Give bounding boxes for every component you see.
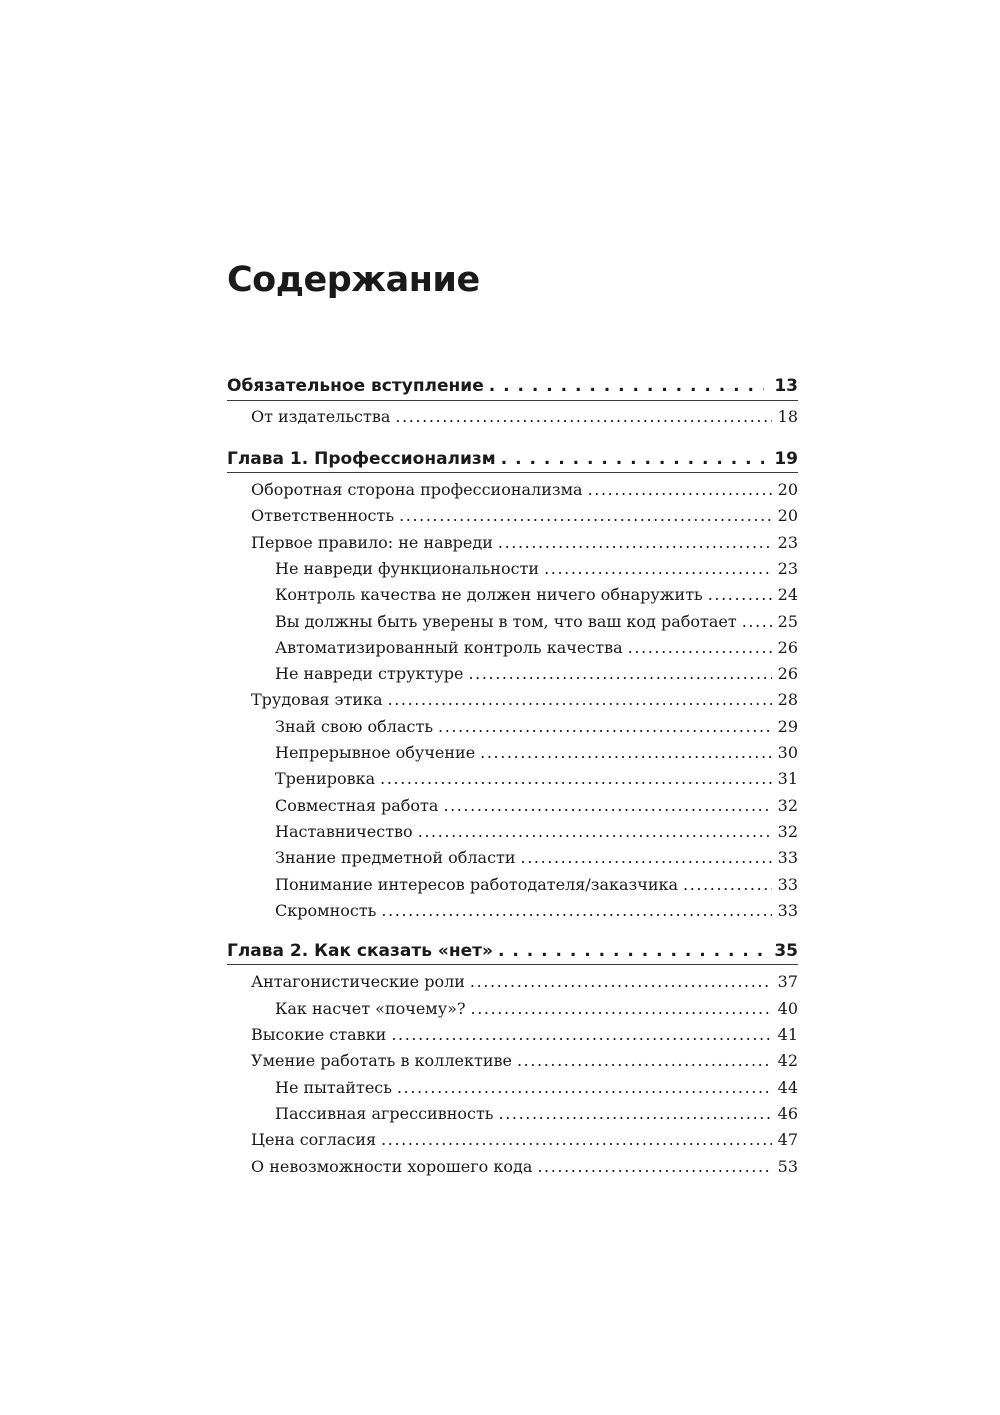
toc-entry[interactable] xyxy=(227,609,798,635)
dot-leader xyxy=(418,819,772,845)
dot-leader xyxy=(388,687,772,713)
toc-page-number: 28 xyxy=(777,690,798,709)
toc-entry-title: Знай свою область xyxy=(275,717,434,736)
toc-page-number: 32 xyxy=(777,796,798,815)
toc-page-number: 26 xyxy=(777,664,798,683)
toc-entry-title: Автоматизированный контроль качества xyxy=(275,638,623,657)
toc-entry-title: Первое правило: не навреди xyxy=(251,533,493,552)
toc-entry[interactable] xyxy=(227,582,798,608)
toc-page-number: 47 xyxy=(777,1130,798,1149)
toc-page-number: 31 xyxy=(777,769,798,788)
toc-page-number: 24 xyxy=(777,585,798,604)
toc-entry[interactable] xyxy=(227,793,798,819)
toc-entry[interactable] xyxy=(227,766,798,792)
dot-leader xyxy=(498,938,764,964)
toc-chapter[interactable] xyxy=(227,938,798,964)
toc-entry-title: Обязательное вступление xyxy=(227,376,484,396)
toc-entry-title: Тренировка xyxy=(275,769,376,788)
toc-page-number: 13 xyxy=(774,376,798,396)
dot-leader xyxy=(499,1101,772,1127)
page-title: Содержание xyxy=(227,260,480,300)
toc-entry-title: Ответственность xyxy=(251,506,395,525)
toc-page-number: 19 xyxy=(774,449,798,469)
dot-leader xyxy=(683,872,772,898)
toc-entry[interactable] xyxy=(227,740,798,766)
dot-leader xyxy=(521,845,772,871)
toc-entry[interactable] xyxy=(227,556,798,582)
dot-leader xyxy=(501,446,764,472)
toc-entry[interactable] xyxy=(227,969,798,995)
toc-entry-title: Скромность xyxy=(275,901,377,920)
dot-leader xyxy=(380,766,772,792)
toc-entry-title: От издательства xyxy=(251,407,391,426)
toc-entry[interactable] xyxy=(227,530,798,556)
toc-chapter[interactable] xyxy=(227,446,798,472)
toc-page-number: 37 xyxy=(777,972,798,991)
toc-entry[interactable] xyxy=(227,996,798,1022)
toc-entry[interactable] xyxy=(227,714,798,740)
dot-leader xyxy=(498,530,772,556)
toc-entry-title: Оборотная сторона профессионализма xyxy=(251,480,583,499)
dot-leader xyxy=(468,661,771,687)
toc-entry-title: Глава 2. Как сказать «нет» xyxy=(227,941,493,961)
toc-entry[interactable] xyxy=(227,872,798,898)
toc-entry[interactable] xyxy=(227,819,798,845)
toc-entry-title: Умение работать в коллективе xyxy=(251,1051,512,1070)
toc-chapter[interactable] xyxy=(227,373,798,399)
toc-page-number: 23 xyxy=(777,533,798,552)
dot-leader xyxy=(395,404,771,430)
chapter-divider xyxy=(227,400,798,401)
toc-page-number: 20 xyxy=(777,506,798,525)
toc-entry-title: Не навреди структуре xyxy=(275,664,464,683)
toc-page-number: 40 xyxy=(777,999,798,1018)
toc-entry[interactable] xyxy=(227,1127,798,1153)
dot-leader xyxy=(381,1127,772,1153)
toc-entry-title: Высокие ставки xyxy=(251,1025,387,1044)
toc-entry[interactable] xyxy=(227,1075,798,1101)
toc-entry[interactable] xyxy=(227,477,798,503)
dot-leader xyxy=(480,740,771,766)
toc-entry-title: Понимание интересов работодателя/заказчика xyxy=(275,875,679,894)
toc-entry[interactable] xyxy=(227,845,798,871)
toc-entry-title: Трудовая этика xyxy=(251,690,383,709)
toc-entry[interactable] xyxy=(227,635,798,661)
dot-leader xyxy=(537,1154,771,1180)
toc-entry-title: Непрерывное обучение xyxy=(275,743,476,762)
toc-page-number: 26 xyxy=(777,638,798,657)
toc-entry[interactable] xyxy=(227,898,798,924)
dot-leader xyxy=(397,1075,772,1101)
toc-page-number: 44 xyxy=(777,1078,798,1097)
toc-entry-title: Совместная работа xyxy=(275,796,439,815)
toc-entry[interactable] xyxy=(227,1154,798,1180)
toc-page-number: 33 xyxy=(777,875,798,894)
toc-entry-title: Контроль качества не должен ничего обнаружить xyxy=(275,585,703,604)
toc-entry[interactable] xyxy=(227,404,798,430)
dot-leader xyxy=(470,969,772,995)
toc-entry-title: Глава 1. Профессионализм xyxy=(227,449,496,469)
dot-leader xyxy=(517,1048,772,1074)
dot-leader xyxy=(742,609,772,635)
toc-page-number: 33 xyxy=(777,901,798,920)
table-of-contents xyxy=(227,0,798,1415)
dot-leader xyxy=(544,556,772,582)
dot-leader xyxy=(628,635,772,661)
toc-entry[interactable] xyxy=(227,1101,798,1127)
toc-page-number: 46 xyxy=(777,1104,798,1123)
toc-entry-title: Как насчет «почему»? xyxy=(275,999,466,1018)
toc-entry[interactable] xyxy=(227,503,798,529)
dot-leader xyxy=(489,373,764,399)
toc-page-number: 25 xyxy=(777,612,798,631)
toc-page-number: 18 xyxy=(777,407,798,426)
toc-entry-title: Цена согласия xyxy=(251,1130,377,1149)
toc-entry[interactable] xyxy=(227,1048,798,1074)
chapter-divider xyxy=(227,472,798,473)
dot-leader xyxy=(708,582,772,608)
toc-entry-title: Пассивная агрессивность xyxy=(275,1104,494,1123)
toc-entry-title: Не пытайтесь xyxy=(275,1078,392,1097)
dot-leader xyxy=(588,477,772,503)
toc-entry-title: Вы должны быть уверены в том, что ваш код работает xyxy=(275,612,737,631)
toc-entry-title: Знание предметной области xyxy=(275,848,516,867)
dot-leader xyxy=(443,793,771,819)
dot-leader xyxy=(391,1022,771,1048)
toc-page-number: 23 xyxy=(777,559,798,578)
toc-page-number: 53 xyxy=(777,1157,798,1176)
toc-page-number: 41 xyxy=(777,1025,798,1044)
toc-page-number: 32 xyxy=(777,822,798,841)
toc-page-number: 30 xyxy=(777,743,798,762)
toc-entry-title: Антагонистические роли xyxy=(251,972,465,991)
toc-page-number: 20 xyxy=(777,480,798,499)
dot-leader xyxy=(381,898,771,924)
toc-entry-title: Наставничество xyxy=(275,822,413,841)
dot-leader xyxy=(399,503,772,529)
toc-entry-title: Не навреди функциональности xyxy=(275,559,540,578)
toc-page-number: 35 xyxy=(774,941,798,961)
chapter-divider xyxy=(227,964,798,965)
toc-entry[interactable] xyxy=(227,1022,798,1048)
dot-leader xyxy=(471,996,772,1022)
toc-page-number: 29 xyxy=(777,717,798,736)
toc-entry[interactable] xyxy=(227,687,798,713)
toc-page-number: 33 xyxy=(777,848,798,867)
toc-page-number: 42 xyxy=(777,1051,798,1070)
toc-entry-title: О невозможности хорошего кода xyxy=(251,1157,533,1176)
toc-entry[interactable] xyxy=(227,661,798,687)
dot-leader xyxy=(438,714,772,740)
